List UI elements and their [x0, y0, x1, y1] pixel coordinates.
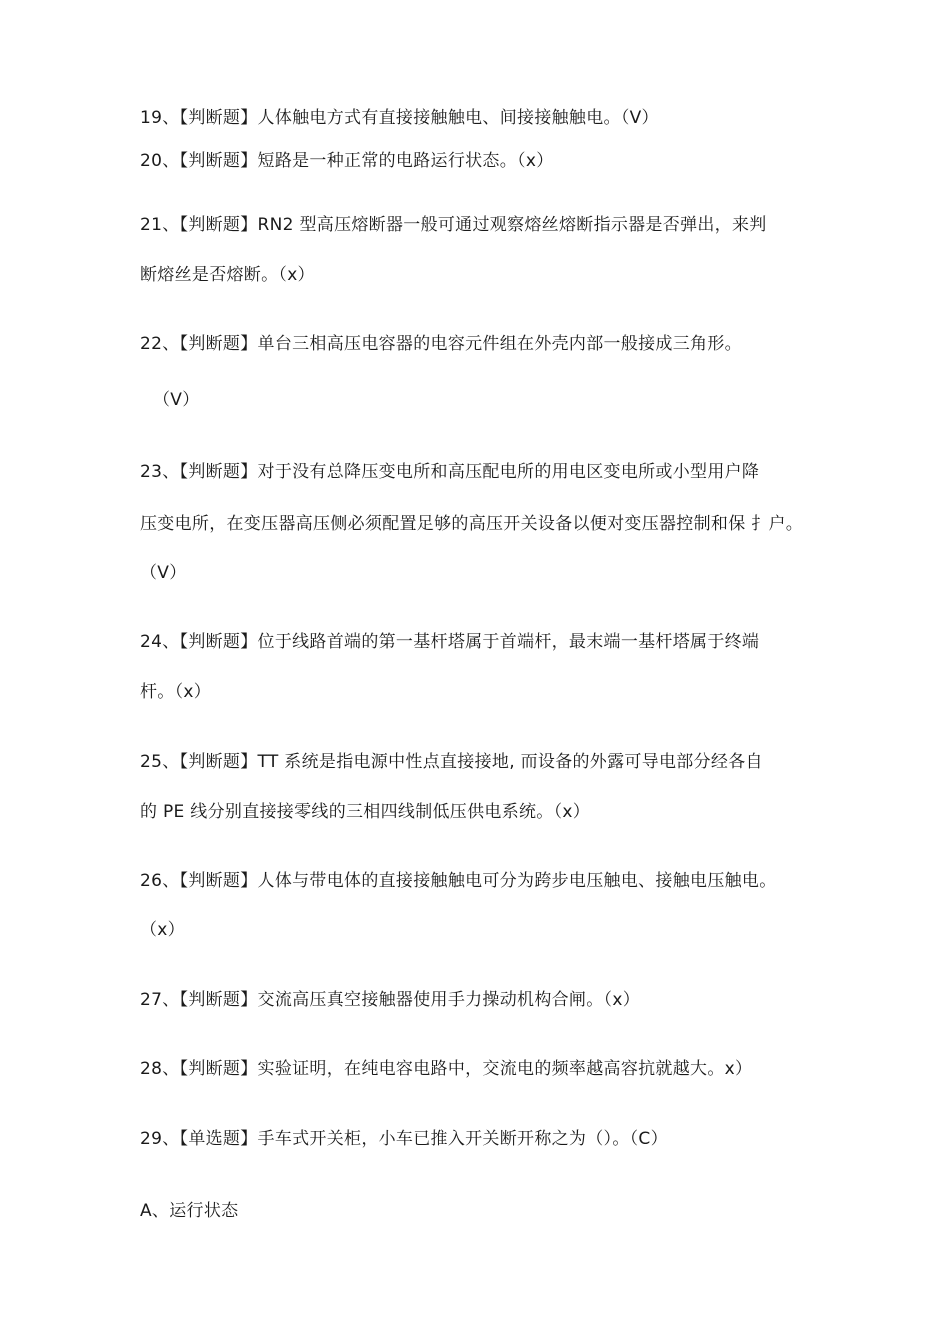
question-23-line-1: 23、【判断题】对于没有总降压变电所和高压配电所的用电区变电所或小型用户降: [140, 462, 760, 482]
question-29: 29、【单选题】手车式开关柜，小车已推入开关断开称之为（）。（C）: [140, 1129, 668, 1149]
question-28: 28、【判断题】实验证明，在纯电容电路中，交流电的频率越高容抗就越大。x）: [140, 1059, 753, 1079]
question-23-answer: （V）: [140, 563, 187, 583]
question-27: 27、【判断题】交流高压真空接触器使用手力操动机构合闸。（x）: [140, 990, 640, 1010]
question-26-answer: （x）: [140, 920, 185, 940]
option-a: A、运行状态: [140, 1201, 239, 1221]
question-24-line-1: 24、【判断题】位于线路首端的第一基杆塔属于首端杆，最末端一基杆塔属于终端: [140, 632, 760, 652]
question-22-line-1: 22、【判断题】单台三相高压电容器的电容元件组在外壳内部一般接成三角形。: [140, 334, 742, 354]
question-21-line-1: 21、【判断题】RN2 型高压熔断器一般可通过观察熔丝熔断指示器是否弹出，来判: [140, 215, 767, 235]
question-22-answer: （V）: [153, 390, 200, 410]
question-19: 19、【判断题】人体触电方式有直接接触触电、间接接触触电。（V）: [140, 108, 659, 128]
question-21-line-2: 断熔丝是否熔断。（x）: [140, 265, 315, 285]
question-25-line-1: 25、【判断题】TT 系统是指电源中性点直接接地, 而设备的外露可导电部分经各自: [140, 752, 763, 772]
question-23-line-2: 压变电所，在变压器高压侧必须配置足够的高压开关设备以便对变压器控制和保 扌户。: [140, 514, 804, 534]
question-20: 20、【判断题】短路是一种正常的电路运行状态。（x）: [140, 151, 554, 171]
question-26-line-1: 26、【判断题】人体与带电体的直接接触触电可分为跨步电压触电、接触电压触电。: [140, 871, 777, 891]
question-24-line-2: 杆。（x）: [140, 682, 212, 702]
question-25-line-2: 的 PE 线分别直接接零线的三相四线制低压供电系统。（x）: [140, 802, 591, 822]
